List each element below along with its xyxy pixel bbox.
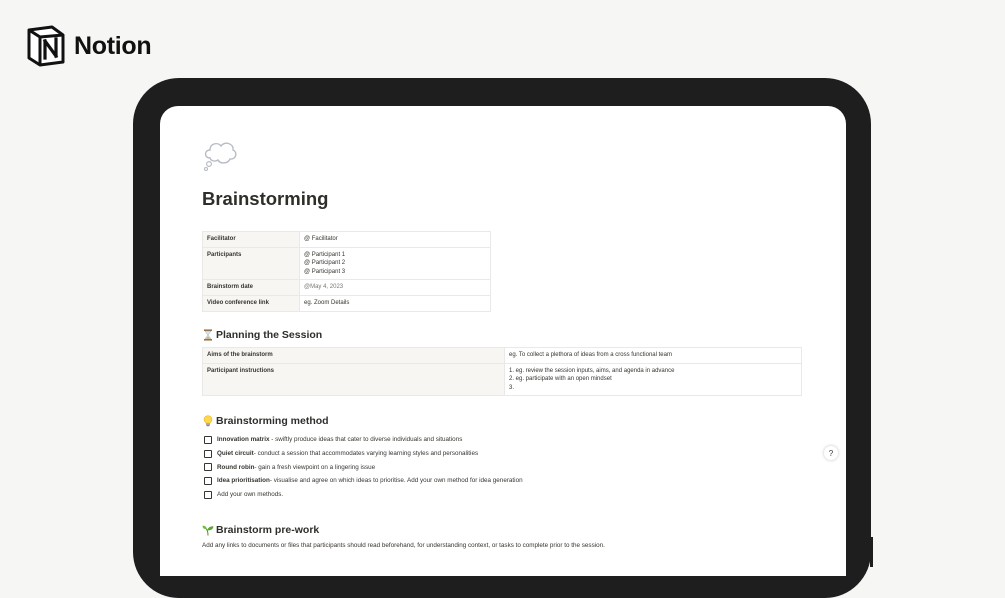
list-item[interactable] <box>204 447 523 461</box>
todo-text[interactable]: Idea prioritisation- visualise and agree on which ideas to prioritise. Add your own method for idea generation <box>217 477 523 485</box>
date-mention[interactable]: @May 4, 2023 <box>304 284 344 291</box>
table-row[interactable] <box>203 348 802 364</box>
planning-table <box>202 347 802 396</box>
cell-text[interactable]: 1. eg. review the session inputs, aims, and agenda in advance <box>509 367 675 374</box>
table-value[interactable] <box>505 348 802 364</box>
todo-text[interactable]: Quiet circuit- conduct a session that accommodates varying learning styles and personalities <box>217 450 479 458</box>
mention[interactable]: @ Participant 1 <box>304 251 346 258</box>
property-row[interactable] <box>203 232 491 248</box>
list-item[interactable] <box>204 474 523 488</box>
section-heading-prework[interactable] <box>202 524 319 536</box>
table-value[interactable] <box>505 363 802 396</box>
todo-text[interactable]: Innovation matrix - swiftly produce ideas that cater to diverse individuals and situations <box>217 436 463 444</box>
brand <box>25 25 151 67</box>
tablet-edge <box>870 537 873 567</box>
mention[interactable]: @ Participant 2 <box>304 260 346 267</box>
seedling-icon <box>202 524 214 536</box>
mention[interactable]: @ Facilitator <box>304 236 338 242</box>
section-heading-method[interactable] <box>202 415 329 427</box>
property-key: Facilitator <box>203 232 300 248</box>
table-key: Aims of the brainstorm <box>203 348 505 364</box>
cell-text[interactable]: 3. <box>509 384 515 391</box>
property-key: Video conference link <box>203 295 300 311</box>
list-item[interactable] <box>204 460 523 474</box>
section-title: Brainstorming method <box>216 415 329 427</box>
notion-page <box>160 106 846 576</box>
todo-text[interactable]: Add your own methods. <box>217 491 284 499</box>
property-row[interactable] <box>203 295 491 311</box>
property-row[interactable] <box>203 247 491 280</box>
checkbox[interactable] <box>204 491 212 499</box>
page-title[interactable]: Brainstorming <box>202 188 329 209</box>
property-key: Brainstorm date <box>203 280 300 296</box>
todo-text[interactable]: Round robin- gain a fresh viewpoint on a lingering issue <box>217 463 376 471</box>
brand-name: Notion <box>74 31 152 60</box>
property-value[interactable] <box>300 280 491 296</box>
checkbox[interactable] <box>204 450 212 458</box>
hourglass-icon <box>202 329 214 341</box>
section-title: Brainstorm pre-work <box>216 524 320 536</box>
prework-text[interactable]: Add any links to documents or files that participants should read beforehand, for understanding context, or tasks to complete prior to the session. <box>202 542 605 549</box>
table-row[interactable] <box>203 363 802 396</box>
list-item[interactable] <box>204 488 523 502</box>
cell-text[interactable]: eg. To collect a plethora of ideas from a cross functional team <box>509 352 672 358</box>
cell-text[interactable]: 2. eg. participate with an open mindset <box>509 376 612 383</box>
list-item[interactable] <box>204 433 523 447</box>
checkbox[interactable] <box>204 477 212 485</box>
notion-logo-icon <box>25 25 66 67</box>
link-text[interactable]: eg. Zoom Details <box>304 299 350 306</box>
property-value[interactable] <box>300 232 491 248</box>
properties-table <box>202 231 491 312</box>
table-key: Participant instructions <box>203 363 505 396</box>
thought-bubble-icon[interactable] <box>202 138 238 172</box>
lightbulb-icon <box>202 415 214 427</box>
help-button[interactable]: ? <box>824 446 838 460</box>
property-value[interactable] <box>300 247 491 280</box>
checkbox[interactable] <box>204 436 212 444</box>
property-row[interactable] <box>203 280 491 296</box>
section-title: Planning the Session <box>216 329 323 341</box>
section-heading-planning[interactable] <box>202 329 322 341</box>
mention[interactable]: @ Participant 3 <box>304 268 346 275</box>
checkbox[interactable] <box>204 463 212 471</box>
method-checklist <box>204 433 523 501</box>
property-value[interactable] <box>300 295 491 311</box>
property-key: Participants <box>203 247 300 280</box>
